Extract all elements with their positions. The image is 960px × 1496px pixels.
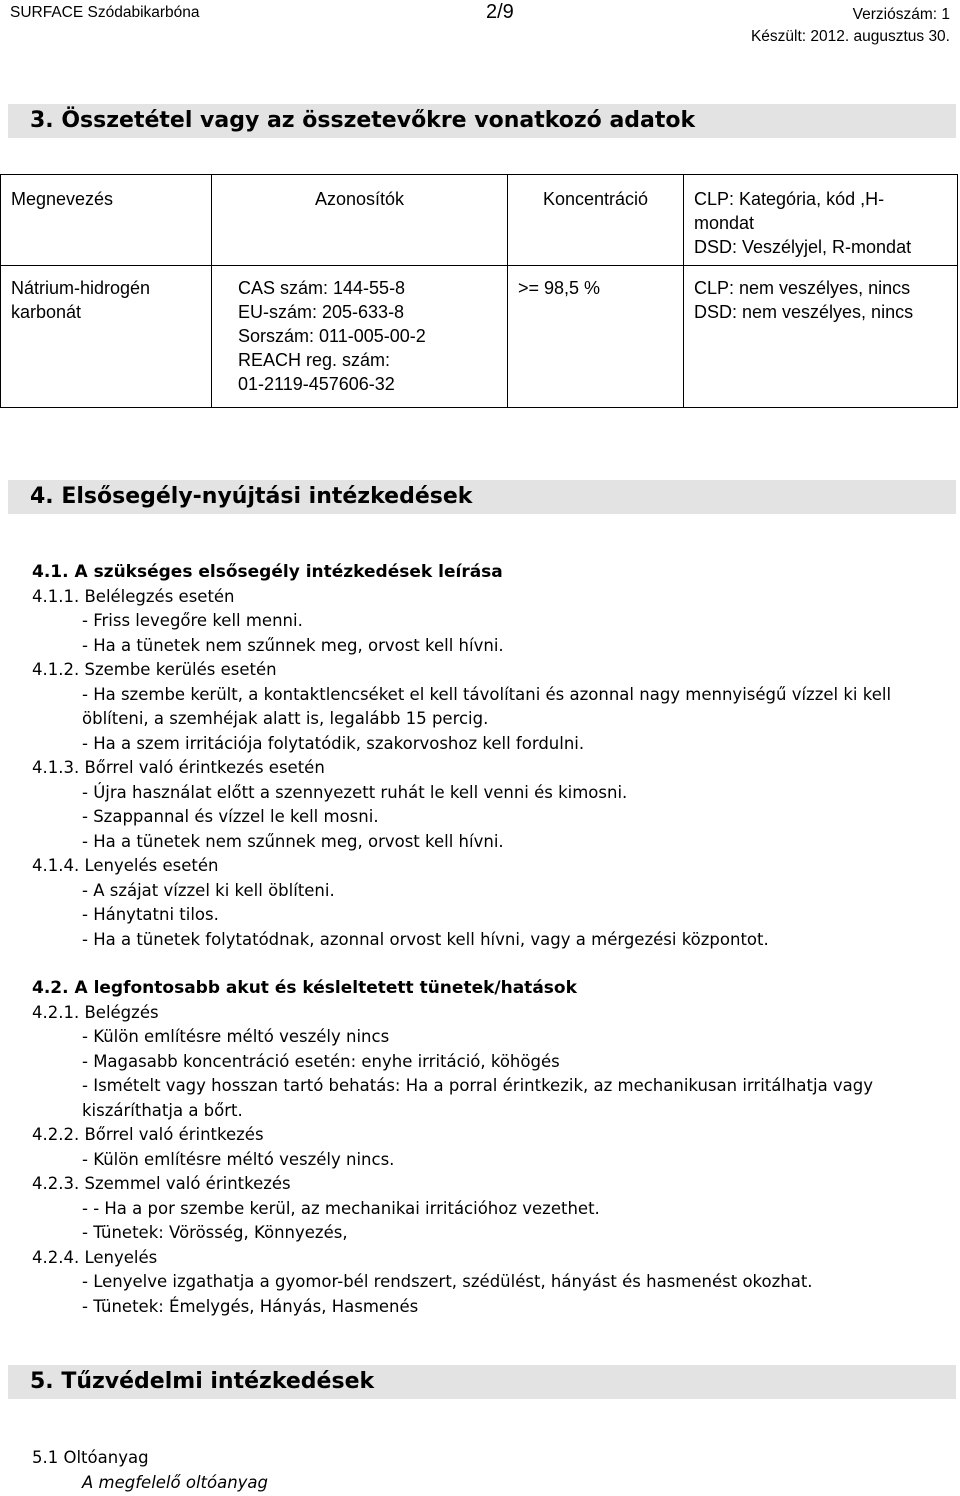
subsection-4-2-title: 4.2. A legfontosabb akut és késleltetett tünetek/hatások: [32, 978, 577, 998]
subsection-4-1-1-title: 4.1.1. Belélegzés esetén: [32, 586, 235, 606]
header-date: Készült: 2012. augusztus 30.: [750, 28, 950, 45]
cell-identifiers: CAS szám: 144-55-8 EU-szám: 205-633-8 Sorszám: 011-005-00-2 REACH reg. szám: 01-2119-457606-32: [212, 266, 508, 408]
section-3-title: 3. Összetétel vagy az összetevőkre vonatkozó adatok: [30, 108, 696, 133]
list-item: - Lenyelve izgathatja a gyomor-bél rendszert, szédülést, hányást és hasmenést okozhat.: [82, 1272, 813, 1291]
list-item: - Ha szembe került, a kontaktlencséket el kell távolítani és azonnal nagy mennyiségű vízzel ki kell öblíteni, a szemhéjak alatt is, legalább 15 percig.: [82, 684, 892, 728]
list-item: - - Ha a por szembe kerül, az mechanikai irritációhoz vezethet.: [82, 1198, 600, 1218]
list-item: - Friss levegőre kell menni.: [82, 611, 303, 630]
cell-classification: CLP: nem veszélyes, nincs DSD: nem veszélyes, nincs: [684, 266, 958, 408]
composition-table: [0, 174, 958, 408]
header-page-number: 2/9: [486, 1, 514, 23]
section-4-2-body: [32, 976, 952, 1319]
list-item: - Külön említésre méltó veszély nincs: [82, 1027, 390, 1046]
subsection-4-1-title: 4.1. A szükséges elsősegély intézkedések leírása: [32, 562, 503, 582]
section-5-body: [32, 1446, 952, 1495]
subsection-4-2-3-title: 4.2.3. Szemmel való érintkezés: [32, 1174, 291, 1193]
list-item: - Tünetek: Vörösség, Könnyezés,: [82, 1223, 348, 1242]
composition-table-row: [1, 266, 958, 408]
cell-substance-name: Nátrium-hidrogén karbonát: [1, 266, 212, 408]
subsection-4-2-1-title: 4.2.1. Belégzés: [32, 1002, 159, 1022]
subsection-4-2-4-title: 4.2.4. Lenyelés: [32, 1247, 158, 1267]
col-header-name: Megnevezés: [1, 175, 212, 266]
list-item: - Szappannal és vízzel le kell mosni.: [82, 807, 379, 826]
subsection-5-1-text: A megfelelő oltóanyag: [82, 1472, 269, 1492]
list-item: - Ha a tünetek folytatódnak, azonnal orvost kell hívni, vagy a mérgezési központot.: [82, 929, 769, 949]
col-header-concentration: Koncentráció: [508, 175, 684, 266]
subsection-4-1-2-title: 4.1.2. Szembe kerülés esetén: [32, 660, 277, 679]
header-version: Verziószám: 1: [852, 6, 950, 23]
list-item: - Tünetek: Émelygés, Hányás, Hasmenés: [82, 1296, 419, 1316]
section-4-heading: [8, 480, 956, 514]
subsection-4-2-2-title: 4.2.2. Bőrrel való érintkezés: [32, 1125, 264, 1144]
header-version-block: [751, 4, 950, 48]
composition-table-header-row: [1, 175, 958, 266]
section-5-heading: [8, 1365, 956, 1399]
section-4-body: [32, 560, 952, 952]
section-4-title: 4. Elsősegély-nyújtási intézkedések: [30, 484, 473, 509]
list-item: - Hánytatni tilos.: [82, 905, 219, 924]
list-item: - Újra használat előtt a szennyezett ruhát le kell venni és kimosni.: [82, 782, 628, 802]
subsection-4-1-3-title: 4.1.3. Bőrrel való érintkezés esetén: [32, 758, 325, 777]
col-header-identifiers: Azonosítók: [212, 175, 508, 266]
list-item: - Ha a tünetek nem szűnnek meg, orvost kell hívni.: [82, 831, 504, 851]
col-header-classification: CLP: Kategória, kód ,H- mondat DSD: Veszélyjel, R-mondat: [684, 175, 958, 266]
list-item: - Magasabb koncentráció esetén: enyhe irritáció, köhögés: [82, 1051, 560, 1071]
cell-concentration: >= 98,5 %: [508, 266, 684, 408]
section-5-title: 5. Tűzvédelmi intézkedések: [30, 1369, 375, 1394]
subsection-5-1-title: 5.1 Oltóanyag: [32, 1448, 149, 1467]
subsection-4-1-4-title: 4.1.4. Lenyelés esetén: [32, 856, 219, 875]
list-item: - Ismételt vagy hosszan tartó behatás: Ha a porral érintkezik, az mechanikusan irritálhatja vagy kiszáríthatja a bőrt.: [82, 1076, 874, 1120]
section-3-heading: [8, 104, 956, 138]
list-item: - Külön említésre méltó veszély nincs.: [82, 1149, 395, 1169]
list-item: - Ha a szem irritációja folytatódik, szakorvoshoz kell fordulni.: [82, 733, 585, 753]
list-item: - A szájat vízzel ki kell öblíteni.: [82, 880, 335, 900]
list-item: - Ha a tünetek nem szűnnek meg, orvost kell hívni.: [82, 635, 504, 655]
header-product-name: SURFACE Szódabikarbóna: [10, 4, 200, 21]
